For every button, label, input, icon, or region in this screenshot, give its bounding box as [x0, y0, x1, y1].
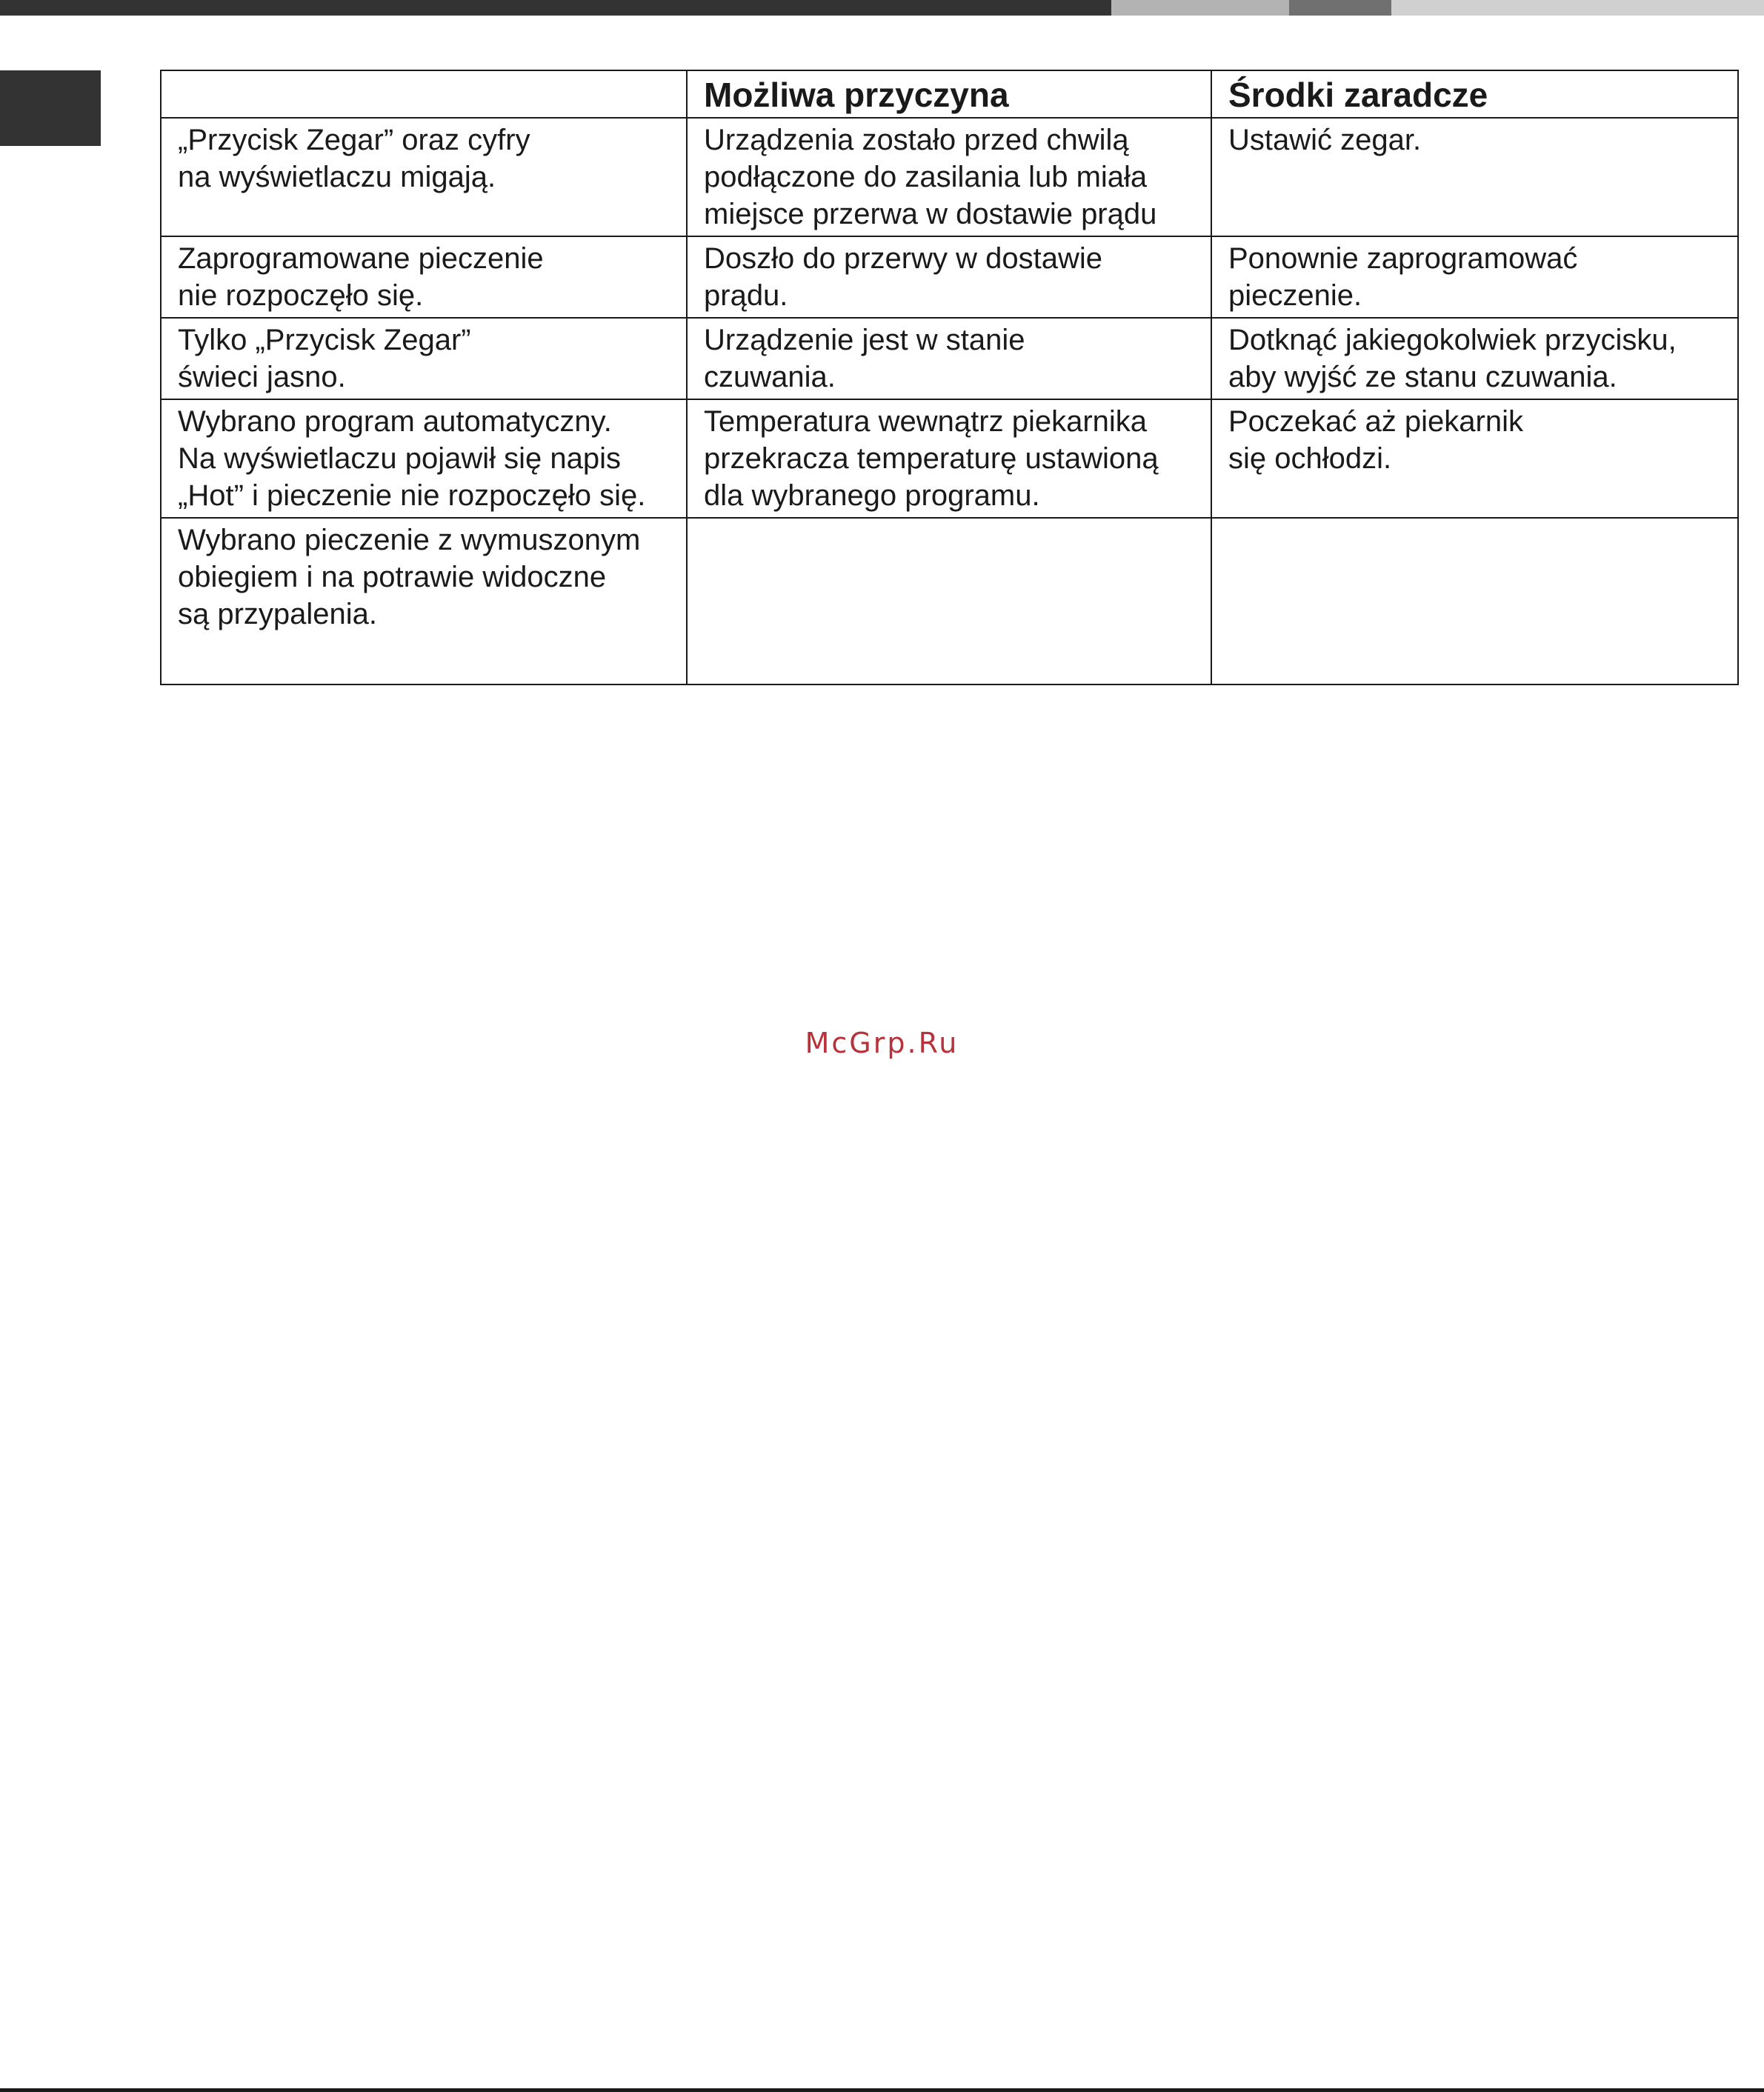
table-header-row [161, 70, 1738, 118]
watermark-text: McGrp.Ru [805, 1027, 959, 1059]
cell-line: nie rozpoczęło się. [178, 279, 424, 312]
cell-line: Temperatura wewnątrz piekarnika [704, 405, 1148, 438]
cell-line: Poczekać aż piekarnik [1228, 405, 1523, 438]
cell-line: Dotknąć jakiegokolwiek przycisku, [1228, 324, 1677, 356]
cell-line: obiegiem i na potrawie widoczne [178, 561, 607, 593]
cell-line: Wybrano program automatyczny. [178, 405, 612, 438]
cell-line: pieczenie. [1228, 279, 1362, 312]
cause-cell [687, 236, 1211, 318]
remedy-cell [1211, 236, 1738, 318]
table-row [161, 118, 1738, 236]
troubleshooting-table [160, 70, 1739, 685]
cell-line: świeci jasno. [178, 361, 346, 393]
cell-line: Ponownie zaprogramować [1228, 242, 1578, 275]
problem-cell [161, 118, 687, 236]
cause-cell [687, 318, 1211, 399]
header-remedy: Środki zaradcze [1211, 70, 1738, 118]
cell-line: Na wyświetlaczu pojawił się napis [178, 442, 622, 475]
cause-cell-empty [687, 518, 1211, 684]
header-bar-dark-segment [0, 0, 1111, 16]
cause-cell [687, 118, 1211, 236]
cause-cell [687, 399, 1211, 518]
cell-line: „Przycisk Zegar” oraz cyfry [178, 124, 530, 156]
cell-line: prądu. [704, 279, 788, 312]
cell-line: Wybrano pieczenie z wymuszonym [178, 524, 641, 556]
header-possible-cause: Możliwa przyczyna [687, 70, 1211, 118]
cell-line: Tylko „Przycisk Zegar” [178, 324, 471, 356]
cell-line: „Hot” i pieczenie nie rozpoczęło się. [178, 479, 646, 512]
cell-line: Urządzenie jest w stanie [704, 324, 1025, 356]
cell-line: Doszło do przerwy w dostawie [704, 242, 1102, 275]
remedy-cell-empty [1211, 518, 1738, 684]
table-row [161, 518, 1738, 684]
cell-line: aby wyjść ze stanu czuwania. [1228, 361, 1617, 393]
problem-cell [161, 236, 687, 318]
header-bar-light-segment [1111, 0, 1289, 16]
cell-line: na wyświetlaczu migają. [178, 161, 496, 193]
cell-line: Urządzenia zostało przed chwilą [704, 124, 1129, 156]
problem-cell [161, 318, 687, 399]
problem-cell [161, 518, 687, 684]
cell-line: podłączone do zasilania lub miała [704, 161, 1148, 193]
cell-line: dla wybranego programu. [704, 479, 1040, 512]
troubleshooting-table-container [160, 70, 1677, 685]
header-bar-pale-segment [1391, 0, 1764, 16]
footer-rule [0, 2088, 1764, 2092]
table-row [161, 399, 1738, 518]
section-tab-marker [0, 70, 101, 146]
remedy-cell [1211, 118, 1738, 236]
header-bar-mid-segment [1289, 0, 1391, 16]
table-row [161, 236, 1738, 318]
table-row [161, 318, 1738, 399]
cell-line: się ochłodzi. [1228, 442, 1392, 475]
header-bar [0, 0, 1764, 16]
header-problem [161, 70, 687, 118]
remedy-cell [1211, 399, 1738, 518]
cell-line: przekracza temperaturę ustawioną [704, 442, 1159, 475]
cell-line: Ustawić zegar. [1228, 124, 1422, 156]
cell-line: Zaprogramowane pieczenie [178, 242, 544, 275]
remedy-cell [1211, 318, 1738, 399]
problem-cell [161, 399, 687, 518]
cell-line: miejsce przerwa w dostawie prądu [704, 198, 1157, 230]
cell-line: są przypalenia. [178, 598, 378, 630]
cell-line: czuwania. [704, 361, 836, 393]
